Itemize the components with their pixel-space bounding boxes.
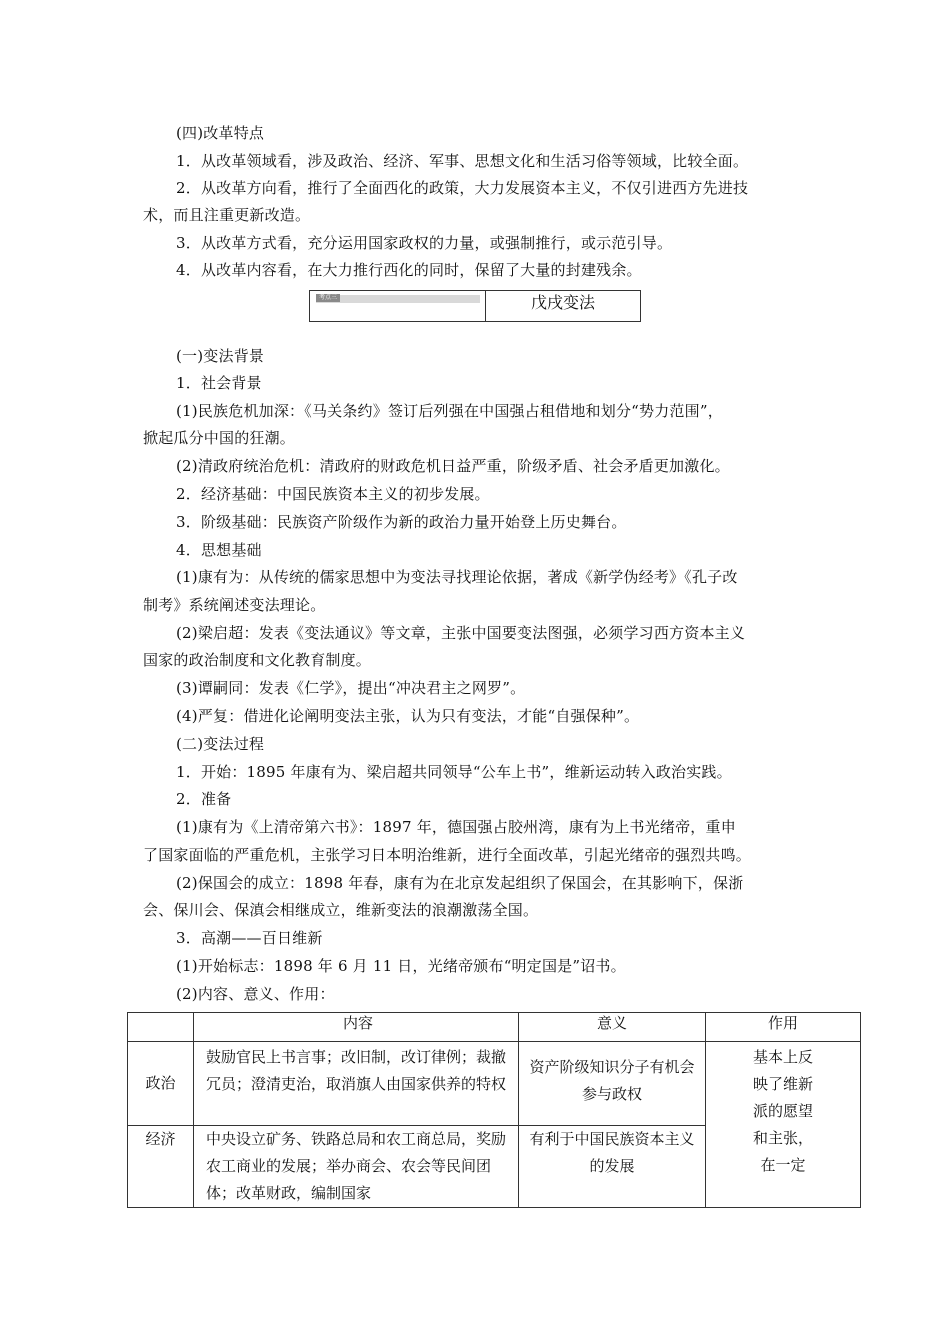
paragraph: (2)保国会的成立：1898 年春，康有为在北京发起组织了保国会，在其影响下，保浙 xyxy=(176,874,744,892)
field-cell: 经济 xyxy=(128,1126,194,1208)
topic-tag-bar xyxy=(316,295,480,303)
table-header-row xyxy=(128,1013,861,1042)
paragraph: (3)谭嗣同：发表《仁学》，提出“冲决君主之网罗”。 xyxy=(176,679,526,697)
section-heading-background: (一)变法背景 xyxy=(176,347,265,365)
paragraph-continuation: 了国家面临的严重危机，主张学习日本明治维新，进行全面改革，引起光绪帝的强烈共鸣。 xyxy=(143,846,752,864)
subheading: 3．高潮——百日维新 xyxy=(176,929,323,947)
topic-tag: 考点三 xyxy=(316,294,340,302)
topic-tag-cell xyxy=(310,291,486,321)
paragraph-continuation: 制考》系统阐述变法理论。 xyxy=(143,596,326,614)
table-header-cell: 意义 xyxy=(519,1013,706,1042)
paragraph: 4．从改革内容看，在大力推行西化的同时，保留了大量的封建残余。 xyxy=(176,261,642,279)
paragraph: (2)内容、意义、作用： xyxy=(176,985,335,1003)
table-header-cell xyxy=(128,1013,194,1042)
effect-cell: 基本上反映了维新派的愿望和主张，在一定 xyxy=(706,1042,861,1208)
paragraph: (2)梁启超：发表《变法通议》等文章，主张中国要变法图强，必须学习西方资本主义 xyxy=(176,624,746,642)
paragraph: (1)民族危机加深：《马关条约》签订后列强在中国强占租借地和划分“势力范围”， xyxy=(176,402,723,420)
paragraph-continuation: 掀起瓜分中国的狂潮。 xyxy=(143,429,296,447)
paragraph: 2．从改革方向看，推行了全面西化的政策，大力发展资本主义，不仅引进西方先进技 xyxy=(176,179,749,197)
paragraph: 1．开始：1895 年康有为、梁启超共同领导“公车上书”，维新运动转入政治实践。 xyxy=(176,763,732,781)
paragraph: (1)康有为《上清帝第六书》：1897 年，德国强占胶州湾，康有为上书光绪帝，重申 xyxy=(176,818,736,836)
paragraph: (1)康有为：从传统的儒家思想中为变法寻找理论依据，著成《新学伪经考》《孔子改 xyxy=(176,568,738,586)
section-heading-process: (二)变法过程 xyxy=(176,735,265,753)
table-header-cell: 内容 xyxy=(194,1013,519,1042)
meaning-cell: 资产阶级知识分子有机会参与政权 xyxy=(519,1042,706,1126)
paragraph-continuation: 术，而且注重更新改造。 xyxy=(143,206,311,224)
paragraph-continuation: 国家的政治制度和文化教育制度。 xyxy=(143,651,372,669)
paragraph: (4)严复：借进化论阐明变法主张，认为只有变法，才能“自强保种”。 xyxy=(176,707,640,725)
paragraph: 1．从改革领域看，涉及政治、经济、军事、思想文化和生活习俗等领域，比较全面。 xyxy=(176,152,749,170)
table-row xyxy=(128,1042,861,1126)
field-cell: 政治 xyxy=(128,1042,194,1126)
paragraph-continuation: 会、保川会、保滇会相继成立，维新变法的浪潮激荡全国。 xyxy=(143,901,539,919)
content-cell: 中央设立矿务、铁路总局和农工商总局，奖励农工商业的发展；举办商会、农会等民间团体；改革财政，编制国家 xyxy=(194,1126,519,1208)
reform-table xyxy=(127,1012,861,1208)
paragraph: (2)清政府统治危机：清政府的财政危机日益严重，阶级矛盾、社会矛盾更加激化。 xyxy=(176,457,730,475)
subheading: 1．社会背景 xyxy=(176,374,262,392)
paragraph: 3．阶级基础：民族资产阶级作为新的政治力量开始登上历史舞台。 xyxy=(176,513,627,531)
subheading: 4．思想基础 xyxy=(176,541,262,559)
topic-box xyxy=(309,290,641,322)
paragraph: 3．从改革方式看，充分运用国家政权的力量，或强制推行，或示范引导。 xyxy=(176,234,673,252)
paragraph: 2．经济基础：中国民族资本主义的初步发展。 xyxy=(176,485,490,503)
section-heading-reform-features: (四)改革特点 xyxy=(176,124,265,142)
paragraph: (1)开始标志：1898 年 6 月 11 日，光绪帝颁布“明定国是”诏书。 xyxy=(176,957,626,975)
meaning-cell: 有利于中国民族资本主义的发展 xyxy=(519,1126,706,1208)
content-cell: 鼓励官民上书言事；改旧制，改订律例；裁撤冗员；澄清吏治，取消旗人由国家供养的特权 xyxy=(194,1042,519,1126)
subheading: 2．准备 xyxy=(176,790,232,808)
topic-title: 戊戌变法 xyxy=(530,293,595,312)
table-header-cell: 作用 xyxy=(706,1013,861,1042)
